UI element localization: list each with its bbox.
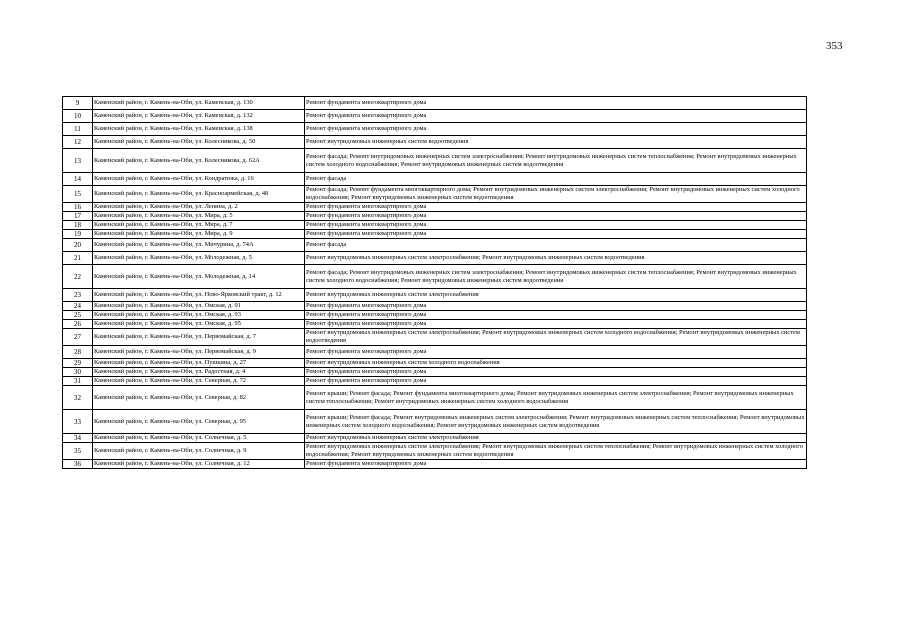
row-work: Ремонт внутридомовых инженерных систем холодного водоснабжения (305, 359, 807, 368)
row-work: Ремонт фундамента многоквартирного дома (305, 368, 807, 377)
table-row (63, 97, 807, 110)
table-row (63, 230, 807, 239)
row-work: Ремонт фундамента многоквартирного дома (305, 377, 807, 386)
row-work: Ремонт фундамента многоквартирного дома (305, 221, 807, 230)
row-address: Каменский район, г. Камень-на-Оби, ул. Омская, д. 93 (93, 311, 305, 320)
row-number: 19 (63, 230, 93, 239)
row-number: 29 (63, 359, 93, 368)
table-row (63, 239, 807, 252)
table-row (63, 212, 807, 221)
row-work: Ремонт фундамента многоквартирного дома (305, 123, 807, 136)
repair-works-table (62, 96, 807, 469)
row-address: Каменский район, г. Камень-на-Оби, ул. Радостная, д. 4 (93, 368, 305, 377)
row-work: Ремонт внутридомовых инженерных систем электроснабжения (305, 289, 807, 302)
table-row (63, 123, 807, 136)
row-work: Ремонт крыши; Ремонт фасада; Ремонт внутридомовых инженерных систем электроснабжения; Ремонт внутридомовых инженерных систем теплоснабжения; Ремонт внутридомовых инженерных систем холодного водоснабжения; Ремонт внутридомовых инженерных систем водоотведения (305, 410, 807, 434)
table-row (63, 221, 807, 230)
row-number: 23 (63, 289, 93, 302)
row-work: Ремонт фасада (305, 173, 807, 186)
row-number: 18 (63, 221, 93, 230)
row-number: 24 (63, 302, 93, 311)
row-address: Каменский район, г. Камень-на-Оби, ул. Первомайская, д. 9 (93, 346, 305, 359)
row-number: 34 (63, 434, 93, 443)
row-address: Каменский район, г. Камень-на-Оби, ул. Солнечная, д. 9 (93, 443, 305, 460)
row-number: 12 (63, 136, 93, 149)
row-number: 10 (63, 110, 93, 123)
table-row (63, 289, 807, 302)
row-address: Каменский район, г. Камень-на-Оби, ул. Солнечная, д. 5 (93, 434, 305, 443)
row-address: Каменский район, г. Камень-на-Оби, ул. Молодежная, д. 14 (93, 265, 305, 289)
row-number: 17 (63, 212, 93, 221)
row-work: Ремонт внутридомовых инженерных систем электроснабжения (305, 434, 807, 443)
row-work: Ремонт фундамента многоквартирного дома (305, 212, 807, 221)
row-work: Ремонт фундамента многоквартирного дома (305, 230, 807, 239)
row-address: Каменский район, г. Камень-на-Оби, ул. Мира, д. 7 (93, 221, 305, 230)
table-row (63, 434, 807, 443)
row-number: 15 (63, 186, 93, 203)
row-work: Ремонт фундамента многоквартирного дома (305, 311, 807, 320)
row-address: Каменский район, г. Камень-на-Оби, ул. Солнечная, д. 12 (93, 460, 305, 469)
row-address: Каменский район, г. Камень-на-Оби, ул. Северная, д. 82 (93, 386, 305, 410)
table-row (63, 311, 807, 320)
row-work: Ремонт внутридомовых инженерных систем электроснабжения; Ремонт внутридомовых инженерных систем холодного водоснабжения; Ремонт внутридомовых инженерных систем водоотведения (305, 329, 807, 346)
row-work: Ремонт фундамента многоквартирного дома (305, 346, 807, 359)
row-work: Ремонт фундамента многоквартирного дома (305, 97, 807, 110)
row-work: Ремонт фундамента многоквартирного дома (305, 203, 807, 212)
row-address: Каменский район, г. Камень-на-Оби, ул. Мира, д. 5 (93, 212, 305, 221)
row-address: Каменский район, г. Камень-на-Оби, ул. Молодежная, д. 5 (93, 252, 305, 265)
row-work: Ремонт фасада (305, 239, 807, 252)
row-address: Каменский район, г. Камень-на-Оби, ул. Колесникова, д. 62А (93, 149, 305, 173)
row-number: 28 (63, 346, 93, 359)
row-number: 16 (63, 203, 93, 212)
table-row (63, 320, 807, 329)
table-row (63, 359, 807, 368)
row-address: Каменский район, г. Камень-на-Оби, ул. Ленина, д. 2 (93, 203, 305, 212)
row-address: Каменский район, г. Камень-на-Оби, ул. Ново-Ярковский тракт, д. 12 (93, 289, 305, 302)
table-row (63, 136, 807, 149)
row-address: Каменский район, г. Камень-на-Оби, ул. Северная, д. 72 (93, 377, 305, 386)
row-number: 35 (63, 443, 93, 460)
table-row (63, 346, 807, 359)
table-body (63, 97, 807, 469)
row-work: Ремонт фасада; Ремонт внутридомовых инженерных систем электроснабжения; Ремонт внутридомовых инженерных систем теплоснабжения; Ремонт внутридомовых инженерных систем холодного водоснабжения; Ремонт внутридомовых инженерных систем водоотведения (305, 149, 807, 173)
row-address: Каменский район, г. Камень-на-Оби, ул. Северная, д. 95 (93, 410, 305, 434)
table-row (63, 377, 807, 386)
row-address: Каменский район, г. Камень-на-Оби, ул. Колесникова, д. 50 (93, 136, 305, 149)
row-work: Ремонт фундамента многоквартирного дома (305, 460, 807, 469)
row-work: Ремонт крыши; Ремонт фасада; Ремонт фундамента многоквартирного дома; Ремонт внутридомовых инженерных систем электроснабжения; Ремонт внутридомовых инженерных систем теплоснабжения; Ремонт внутридомовых инженерных систем холодного водоснабжения (305, 386, 807, 410)
table-row (63, 186, 807, 203)
row-address: Каменский район, г. Камень-на-Оби, ул. Каменская, д. 138 (93, 123, 305, 136)
table-row (63, 368, 807, 377)
row-address: Каменский район, г. Камень-на-Оби, ул. Первомайская, д. 7 (93, 329, 305, 346)
row-number: 26 (63, 320, 93, 329)
row-number: 27 (63, 329, 93, 346)
row-number: 14 (63, 173, 93, 186)
row-work: Ремонт фундамента многоквартирного дома (305, 110, 807, 123)
row-work: Ремонт фасада; Ремонт внутридомовых инженерных систем электроснабжения; Ремонт внутридомовых инженерных систем теплоснабжения; Ремонт внутридомовых инженерных систем холодного водоснабжения; Ремонт внутридомовых инженерных систем водоотведения (305, 265, 807, 289)
row-number: 25 (63, 311, 93, 320)
row-address: Каменский район, г. Камень-на-Оби, ул. Пушкина, д. 27 (93, 359, 305, 368)
row-number: 9 (63, 97, 93, 110)
table-row (63, 110, 807, 123)
table-row (63, 386, 807, 410)
row-number: 36 (63, 460, 93, 469)
row-address: Каменский район, г. Камень-на-Оби, ул. Красноармейская, д. 48 (93, 186, 305, 203)
row-address: Каменский район, г. Камень-на-Оби, ул. Мичурина, д. 74А (93, 239, 305, 252)
row-number: 21 (63, 252, 93, 265)
row-work: Ремонт внутридомовых инженерных систем электроснабжения; Ремонт внутридомовых инженерных систем теплоснабжения; Ремонт внутридомовых инженерных систем холодного водоснабжения; Ремонт внутридомовых инженерных систем водоотведения (305, 443, 807, 460)
row-address: Каменский район, г. Камень-на-Оби, ул. Омская, д. 95 (93, 320, 305, 329)
row-number: 30 (63, 368, 93, 377)
row-number: 20 (63, 239, 93, 252)
row-address: Каменский район, г. Камень-на-Оби, ул. Мира, д. 9 (93, 230, 305, 239)
row-work: Ремонт фундамента многоквартирного дома (305, 302, 807, 311)
row-number: 33 (63, 410, 93, 434)
page-number: 353 (826, 40, 843, 52)
row-address: Каменский район, г. Камень-на-Оби, ул. Омская, д. 91 (93, 302, 305, 311)
row-number: 22 (63, 265, 93, 289)
table-row (63, 173, 807, 186)
row-work: Ремонт фасада; Ремонт фундамента многоквартирного дома; Ремонт внутридомовых инженерных систем электроснабжения; Ремонт внутридомовых инженерных систем холодного водоснабжения; Ремонт внутридомовых инженерных систем водоотведения (305, 186, 807, 203)
row-number: 11 (63, 123, 93, 136)
table-row (63, 329, 807, 346)
table-row (63, 302, 807, 311)
table-row (63, 410, 807, 434)
row-number: 31 (63, 377, 93, 386)
row-number: 13 (63, 149, 93, 173)
table-row (63, 149, 807, 173)
row-address: Каменский район, г. Камень-на-Оби, ул. Кондратюка, д. 16 (93, 173, 305, 186)
row-work: Ремонт внутридомовых инженерных систем электроснабжения; Ремонт внутридомовых инженерных систем водоотведения (305, 252, 807, 265)
table-row (63, 460, 807, 469)
row-work: Ремонт фундамента многоквартирного дома (305, 320, 807, 329)
table-row (63, 443, 807, 460)
row-address: Каменский район, г. Камень-на-Оби, ул. Каменская, д. 130 (93, 97, 305, 110)
row-work: Ремонт внутридомовых инженерных систем водоотведения (305, 136, 807, 149)
table-row (63, 203, 807, 212)
row-number: 32 (63, 386, 93, 410)
row-address: Каменский район, г. Камень-на-Оби, ул. Каменская, д. 132 (93, 110, 305, 123)
table-row (63, 265, 807, 289)
table-row (63, 252, 807, 265)
